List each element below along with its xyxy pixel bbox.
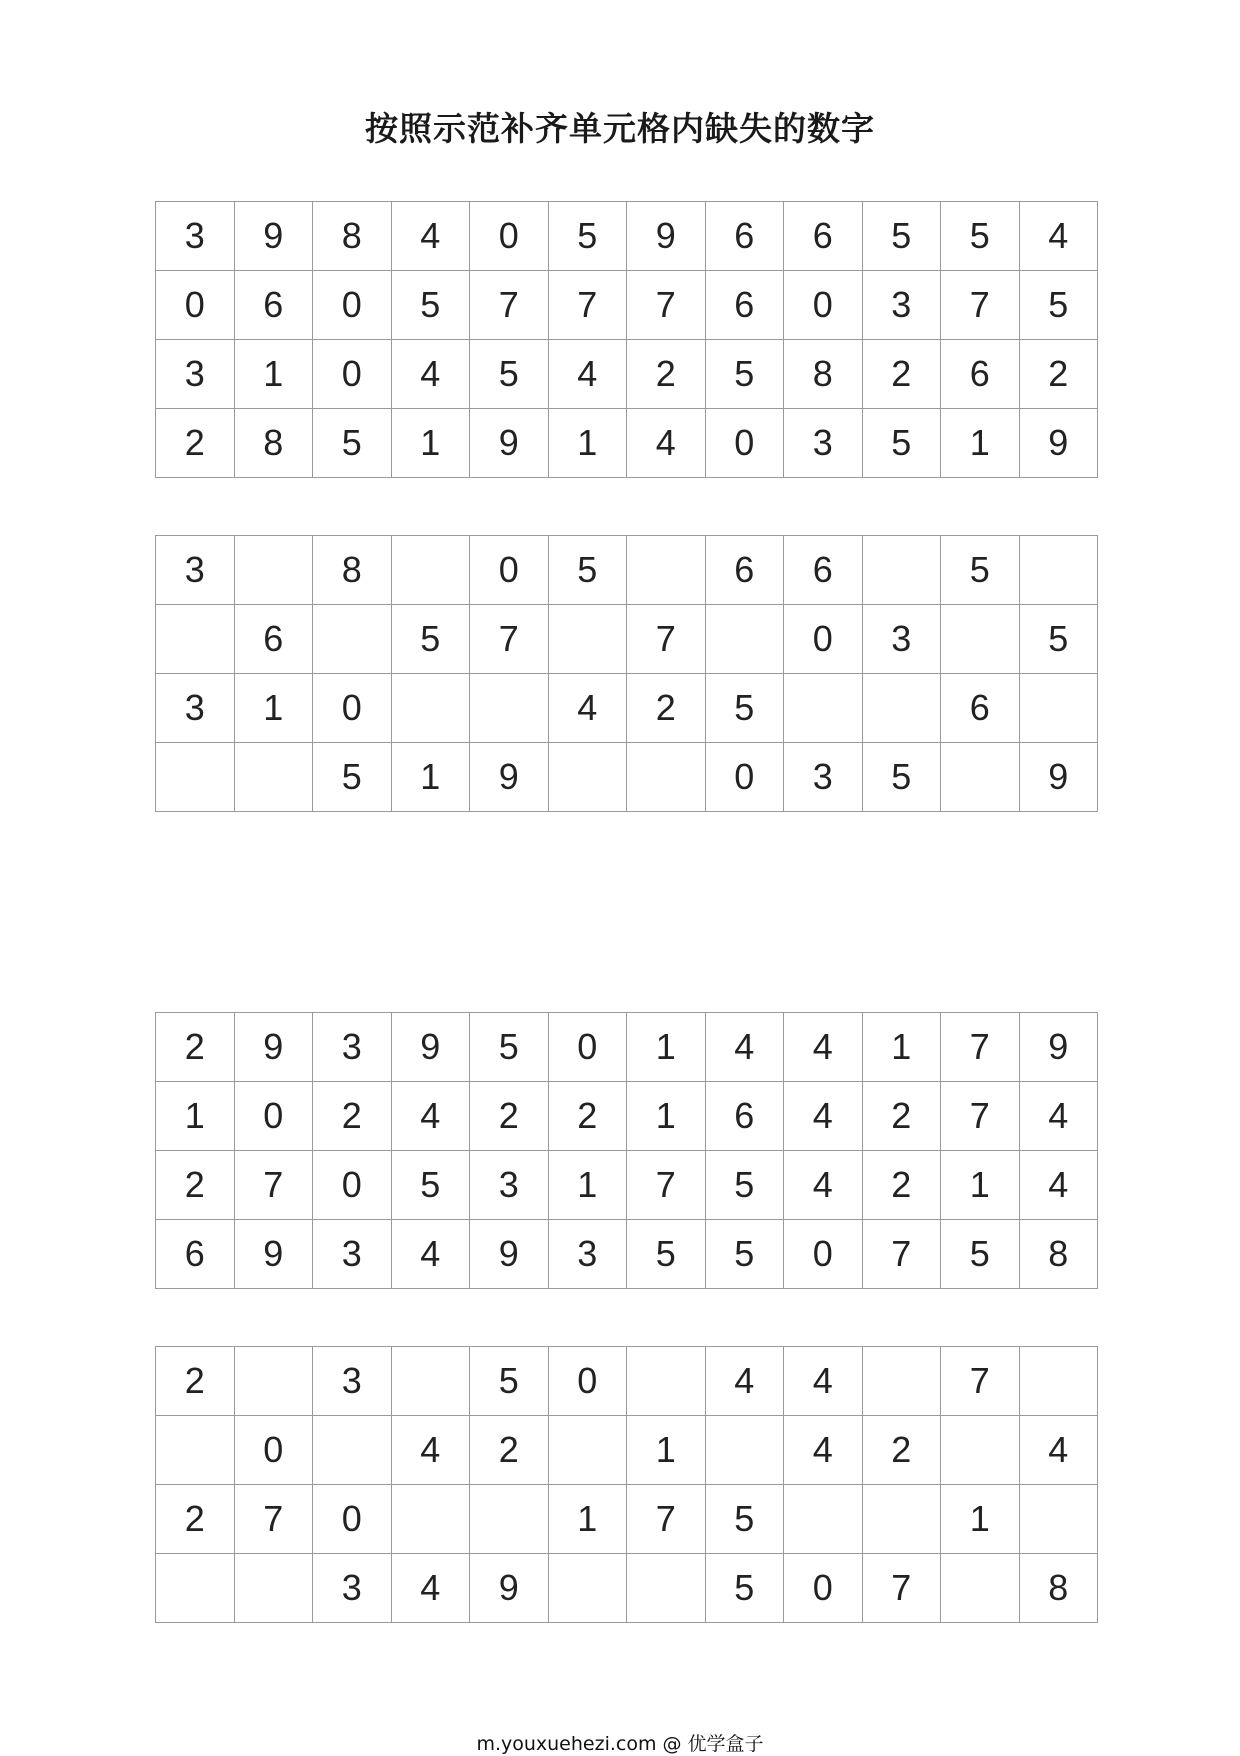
- digit-cell: 7: [627, 271, 706, 340]
- digit-cell: 2: [862, 1082, 941, 1151]
- digit-cell: 1: [941, 1485, 1020, 1554]
- digit-cell: 1: [234, 674, 313, 743]
- digit-cell: 5: [627, 1220, 706, 1289]
- digit-cell: 5: [470, 1013, 549, 1082]
- digit-cell: 5: [1019, 605, 1098, 674]
- digit-cell: 7: [941, 271, 1020, 340]
- digit-cell: 2: [156, 409, 235, 478]
- blank-cell[interactable]: [391, 674, 470, 743]
- digit-cell: 1: [627, 1416, 706, 1485]
- digit-cell: 1: [627, 1082, 706, 1151]
- example-grid-1: [155, 201, 1098, 478]
- blank-cell[interactable]: [1019, 536, 1098, 605]
- digit-cell: 8: [1019, 1554, 1098, 1623]
- grid-row: [156, 1082, 1098, 1151]
- digit-cell: 6: [784, 202, 863, 271]
- digit-cell: 6: [705, 536, 784, 605]
- digit-cell: 0: [156, 271, 235, 340]
- digit-cell: 7: [627, 1151, 706, 1220]
- grid-row: [156, 340, 1098, 409]
- digit-cell: 9: [234, 1013, 313, 1082]
- blank-cell[interactable]: [156, 1554, 235, 1623]
- blank-cell[interactable]: [941, 605, 1020, 674]
- digit-cell: 5: [862, 743, 941, 812]
- digit-cell: 5: [391, 605, 470, 674]
- digit-cell: 0: [705, 743, 784, 812]
- blank-cell[interactable]: [627, 1554, 706, 1623]
- blank-cell[interactable]: [313, 605, 392, 674]
- digit-cell: 7: [234, 1151, 313, 1220]
- blank-cell[interactable]: [862, 1347, 941, 1416]
- digit-cell: 4: [391, 202, 470, 271]
- digit-cell: 3: [548, 1220, 627, 1289]
- blank-cell[interactable]: [705, 605, 784, 674]
- digit-cell: 0: [470, 202, 549, 271]
- digit-cell: 5: [470, 1347, 549, 1416]
- digit-cell: 5: [391, 1151, 470, 1220]
- digit-cell: 7: [862, 1554, 941, 1623]
- grid-row: [156, 743, 1098, 812]
- digit-cell: 8: [313, 536, 392, 605]
- digit-cell: 8: [1019, 1220, 1098, 1289]
- digit-cell: 5: [1019, 271, 1098, 340]
- digit-cell: 3: [156, 340, 235, 409]
- blank-cell[interactable]: [470, 674, 549, 743]
- digit-cell: 5: [313, 743, 392, 812]
- digit-cell: 2: [1019, 340, 1098, 409]
- digit-cell: 6: [705, 271, 784, 340]
- digit-cell: 6: [705, 202, 784, 271]
- digit-cell: 7: [627, 605, 706, 674]
- digit-cell: 9: [627, 202, 706, 271]
- digit-cell: 3: [862, 271, 941, 340]
- digit-cell: 7: [627, 1485, 706, 1554]
- grid-row: [156, 605, 1098, 674]
- digit-cell: 3: [156, 202, 235, 271]
- digit-cell: 2: [470, 1082, 549, 1151]
- exercise-grid-2: [155, 1346, 1098, 1623]
- digit-cell: 5: [548, 202, 627, 271]
- digit-cell: 3: [784, 409, 863, 478]
- digit-cell: 9: [470, 1554, 549, 1623]
- grid-row: [156, 1013, 1098, 1082]
- digit-cell: 9: [1019, 409, 1098, 478]
- digit-cell: 5: [705, 1485, 784, 1554]
- digit-cell: 1: [548, 1151, 627, 1220]
- grid-row: [156, 674, 1098, 743]
- blank-cell[interactable]: [705, 1416, 784, 1485]
- digit-cell: 5: [862, 409, 941, 478]
- digit-cell: 4: [548, 340, 627, 409]
- digit-cell: 4: [784, 1416, 863, 1485]
- digit-cell: 8: [784, 340, 863, 409]
- blank-cell[interactable]: [941, 743, 1020, 812]
- digit-cell: 4: [391, 1082, 470, 1151]
- digit-cell: 5: [705, 674, 784, 743]
- digit-cell: 5: [313, 409, 392, 478]
- digit-cell: 2: [156, 1151, 235, 1220]
- blank-cell[interactable]: [391, 1485, 470, 1554]
- digit-cell: 0: [313, 674, 392, 743]
- digit-cell: 0: [784, 1554, 863, 1623]
- digit-cell: 4: [1019, 1151, 1098, 1220]
- grid-row: [156, 1554, 1098, 1623]
- digit-cell: 7: [470, 605, 549, 674]
- digit-cell: 5: [705, 1220, 784, 1289]
- digit-cell: 2: [627, 674, 706, 743]
- digit-cell: 9: [1019, 1013, 1098, 1082]
- blank-cell[interactable]: [784, 674, 863, 743]
- digit-cell: 8: [313, 202, 392, 271]
- digit-cell: 0: [548, 1013, 627, 1082]
- digit-cell: 9: [234, 202, 313, 271]
- grid-row: [156, 1416, 1098, 1485]
- blank-cell[interactable]: [862, 674, 941, 743]
- digit-cell: 5: [705, 1554, 784, 1623]
- page-title: 按照示范补齐单元格内缺失的数字: [365, 109, 875, 148]
- digit-cell: 3: [156, 674, 235, 743]
- digit-cell: 1: [391, 743, 470, 812]
- digit-cell: 5: [705, 1151, 784, 1220]
- digit-cell: 7: [234, 1485, 313, 1554]
- digit-cell: 5: [705, 340, 784, 409]
- blank-cell[interactable]: [548, 1416, 627, 1485]
- digit-cell: 1: [941, 409, 1020, 478]
- digit-cell: 1: [391, 409, 470, 478]
- digit-cell: 4: [705, 1347, 784, 1416]
- blank-cell[interactable]: [1019, 1485, 1098, 1554]
- digit-cell: 1: [234, 340, 313, 409]
- digit-cell: 0: [784, 271, 863, 340]
- digit-cell: 4: [784, 1347, 863, 1416]
- blank-cell[interactable]: [470, 1485, 549, 1554]
- grid-row: [156, 202, 1098, 271]
- digit-cell: 0: [313, 1485, 392, 1554]
- digit-cell: 0: [313, 340, 392, 409]
- digit-cell: 2: [627, 340, 706, 409]
- digit-cell: 6: [705, 1082, 784, 1151]
- footer-watermark: m.youxuehezi.com @ 优学盒子: [476, 1733, 764, 1755]
- digit-cell: 2: [156, 1485, 235, 1554]
- digit-cell: 5: [941, 1220, 1020, 1289]
- digit-cell: 4: [1019, 1082, 1098, 1151]
- digit-cell: 7: [941, 1082, 1020, 1151]
- digit-cell: 3: [313, 1347, 392, 1416]
- blank-cell[interactable]: [941, 1416, 1020, 1485]
- digit-cell: 7: [941, 1347, 1020, 1416]
- blank-cell[interactable]: [234, 1347, 313, 1416]
- blank-cell[interactable]: [391, 536, 470, 605]
- grid-row: [156, 1485, 1098, 1554]
- digit-cell: 7: [941, 1013, 1020, 1082]
- blank-cell[interactable]: [391, 1347, 470, 1416]
- digit-cell: 5: [470, 340, 549, 409]
- digit-cell: 2: [470, 1416, 549, 1485]
- grid-row: [156, 1220, 1098, 1289]
- digit-cell: 5: [941, 536, 1020, 605]
- blank-cell[interactable]: [548, 605, 627, 674]
- digit-cell: 4: [784, 1082, 863, 1151]
- digit-cell: 6: [234, 271, 313, 340]
- blank-cell[interactable]: [548, 743, 627, 812]
- digit-cell: 2: [548, 1082, 627, 1151]
- digit-cell: 4: [784, 1151, 863, 1220]
- grid-row: [156, 1151, 1098, 1220]
- digit-cell: 2: [862, 1151, 941, 1220]
- digit-cell: 1: [627, 1013, 706, 1082]
- digit-cell: 3: [313, 1554, 392, 1623]
- digit-cell: 9: [470, 743, 549, 812]
- grid-row: [156, 271, 1098, 340]
- digit-cell: 3: [313, 1013, 392, 1082]
- blank-cell[interactable]: [627, 743, 706, 812]
- blank-cell[interactable]: [234, 743, 313, 812]
- digit-cell: 1: [862, 1013, 941, 1082]
- digit-cell: 9: [234, 1220, 313, 1289]
- digit-cell: 0: [548, 1347, 627, 1416]
- digit-cell: 3: [470, 1151, 549, 1220]
- blank-cell[interactable]: [941, 1554, 1020, 1623]
- digit-cell: 6: [234, 605, 313, 674]
- digit-cell: 0: [234, 1416, 313, 1485]
- digit-cell: 5: [941, 202, 1020, 271]
- digit-cell: 0: [470, 536, 549, 605]
- digit-cell: 9: [470, 409, 549, 478]
- digit-cell: 5: [391, 271, 470, 340]
- digit-cell: 8: [234, 409, 313, 478]
- digit-cell: 4: [1019, 202, 1098, 271]
- digit-cell: 4: [705, 1013, 784, 1082]
- digit-cell: 6: [941, 340, 1020, 409]
- blank-cell[interactable]: [234, 1554, 313, 1623]
- digit-cell: 4: [548, 674, 627, 743]
- digit-cell: 6: [941, 674, 1020, 743]
- digit-cell: 3: [156, 536, 235, 605]
- blank-cell[interactable]: [234, 536, 313, 605]
- example-grid-2: [155, 1012, 1098, 1289]
- grid-row: [156, 409, 1098, 478]
- digit-cell: 2: [313, 1082, 392, 1151]
- digit-cell: 4: [391, 1554, 470, 1623]
- blank-cell[interactable]: [627, 1347, 706, 1416]
- blank-cell[interactable]: [156, 605, 235, 674]
- grid-row: [156, 536, 1098, 605]
- digit-cell: 7: [862, 1220, 941, 1289]
- blank-cell[interactable]: [627, 536, 706, 605]
- digit-cell: 1: [941, 1151, 1020, 1220]
- digit-cell: 2: [862, 1416, 941, 1485]
- digit-cell: 0: [784, 1220, 863, 1289]
- digit-cell: 4: [1019, 1416, 1098, 1485]
- digit-cell: 9: [391, 1013, 470, 1082]
- grid-row: [156, 1347, 1098, 1416]
- digit-cell: 6: [156, 1220, 235, 1289]
- digit-cell: 2: [862, 340, 941, 409]
- blank-cell[interactable]: [313, 1416, 392, 1485]
- digit-cell: 3: [313, 1220, 392, 1289]
- blank-cell[interactable]: [1019, 1347, 1098, 1416]
- digit-cell: 9: [1019, 743, 1098, 812]
- digit-cell: 1: [548, 409, 627, 478]
- digit-cell: 4: [391, 340, 470, 409]
- blank-cell[interactable]: [862, 536, 941, 605]
- digit-cell: 3: [862, 605, 941, 674]
- digit-cell: 5: [862, 202, 941, 271]
- blank-cell[interactable]: [862, 1485, 941, 1554]
- digit-cell: 1: [156, 1082, 235, 1151]
- digit-cell: 5: [548, 536, 627, 605]
- blank-cell[interactable]: [784, 1485, 863, 1554]
- digit-cell: 7: [548, 271, 627, 340]
- digit-cell: 4: [627, 409, 706, 478]
- blank-cell[interactable]: [156, 1416, 235, 1485]
- blank-cell[interactable]: [156, 743, 235, 812]
- digit-cell: 2: [156, 1347, 235, 1416]
- digit-cell: 6: [784, 536, 863, 605]
- digit-cell: 0: [784, 605, 863, 674]
- digit-cell: 4: [391, 1220, 470, 1289]
- blank-cell[interactable]: [1019, 674, 1098, 743]
- digit-cell: 4: [784, 1013, 863, 1082]
- digit-cell: 7: [470, 271, 549, 340]
- blank-cell[interactable]: [548, 1554, 627, 1623]
- digit-cell: 0: [234, 1082, 313, 1151]
- digit-cell: 0: [705, 409, 784, 478]
- digit-cell: 0: [313, 271, 392, 340]
- exercise-grid-1: [155, 535, 1098, 812]
- digit-cell: 4: [391, 1416, 470, 1485]
- digit-cell: 0: [313, 1151, 392, 1220]
- digit-cell: 9: [470, 1220, 549, 1289]
- digit-cell: 3: [784, 743, 863, 812]
- digit-cell: 1: [548, 1485, 627, 1554]
- digit-cell: 2: [156, 1013, 235, 1082]
